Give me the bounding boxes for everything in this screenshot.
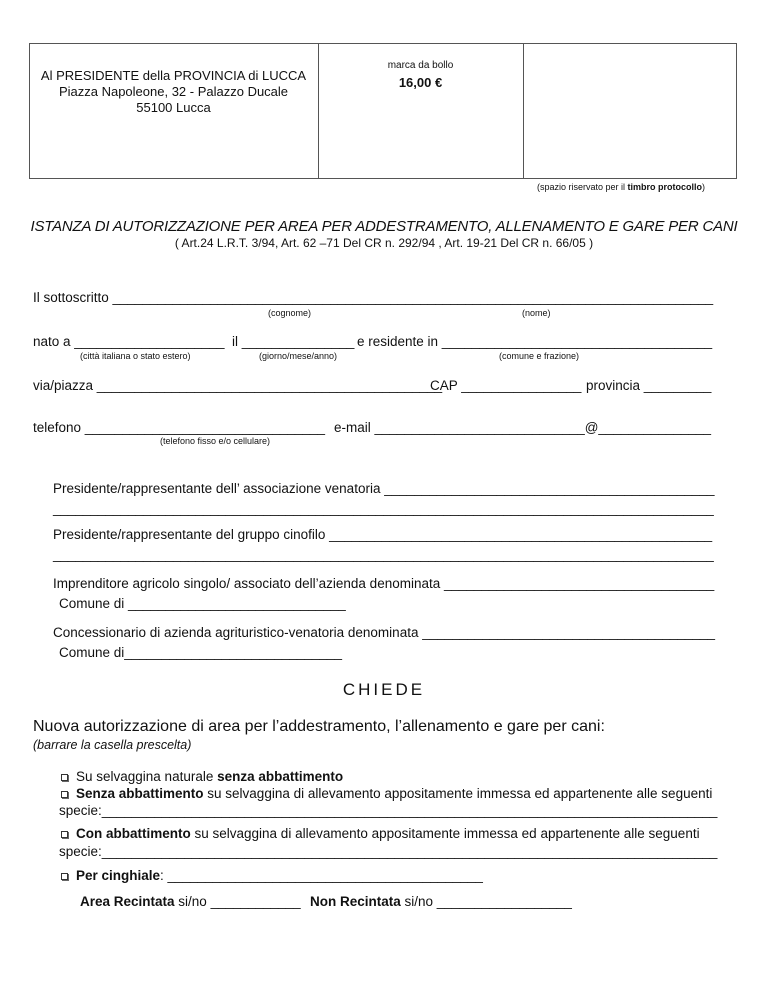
addressee-line1: Al PRESIDENTE della PROVINCIA di LUCCA <box>40 68 307 83</box>
residente-field[interactable]: e residente in ____________________________________ <box>357 334 713 349</box>
addressee <box>29 68 318 116</box>
option-con-text: su selvaggina di allevamento appositamente immessa ed appartenente alle seguenti <box>190 826 700 841</box>
checkbox-icon[interactable] <box>61 873 68 880</box>
gruppo-line[interactable]: ________________________________________________________________________________________ <box>53 547 714 562</box>
option-cinghiale[interactable] <box>61 868 483 883</box>
protocol-note-bold: timbro protocollo <box>627 182 703 192</box>
concessionario-field[interactable]: Concessionario di azienda agrituristico-venatoria denominata _______________________________________ <box>53 625 716 640</box>
request-note: (barrare la casella prescelta) <box>33 738 192 752</box>
telefono-note: (telefono fisso e/o cellulare) <box>160 436 271 446</box>
comune-2-field[interactable]: Comune di_____________________________ <box>59 645 343 660</box>
option-con-abbattimento[interactable] <box>61 826 700 841</box>
cognome-note: (cognome) <box>268 308 312 318</box>
comune-1-field[interactable]: Comune di _____________________________ <box>59 596 346 611</box>
checkbox-icon[interactable] <box>61 831 68 838</box>
option-naturale-text: Su selvaggina naturale <box>76 769 218 784</box>
option-cinghiale-bold: Per cinghiale <box>76 868 161 883</box>
chiede-heading: CHIEDE <box>342 680 426 699</box>
area-recintata-text: si/no ____________ <box>174 894 301 909</box>
cap-field[interactable]: CAP ________________ <box>430 378 582 393</box>
checkbox-icon[interactable] <box>61 774 68 781</box>
protocol-note-pre: (spazio riservato per il <box>537 182 628 192</box>
citta-note: (città italiana o stato estero) <box>80 351 191 361</box>
nome-note: (nome) <box>522 308 551 318</box>
non-recintata-text: si/no __________________ <box>400 894 572 909</box>
bollo-label: marca da bollo <box>387 60 454 71</box>
protocol-note-post: ) <box>702 182 706 192</box>
option-con-bold: Con abbattimento <box>76 826 191 841</box>
option-naturale[interactable] <box>61 769 343 784</box>
specie-line-2[interactable]: specie:__________________________________________________________________________________ <box>59 844 718 859</box>
non-recintata-field[interactable] <box>310 894 572 909</box>
comune-note: (comune e frazione) <box>499 351 580 361</box>
associazione-line[interactable]: ________________________________________________________________________________________ <box>53 501 714 516</box>
request-heading: Nuova autorizzazione di area per l’addestramento, l’allenamento e gare per cani: <box>33 718 605 735</box>
nato-a-field[interactable]: nato a ____________________ <box>33 334 225 349</box>
addressee-line2: Piazza Napoleone, 32 - Palazzo Ducale <box>58 84 289 99</box>
associazione-field[interactable]: Presidente/rappresentante dell’ associazione venatoria ____________________________________________ <box>53 481 715 496</box>
document-title: ISTANZA DI AUTORIZZAZIONE PER AREA PER ADDESTRAMENTO, ALLENAMENTO E GARE PER CANI <box>30 218 738 235</box>
data-note: (giorno/mese/anno) <box>259 351 338 361</box>
email-field[interactable]: e-mail ____________________________@_______________ <box>334 420 712 435</box>
data-nascita-field[interactable]: il _______________ <box>232 334 355 349</box>
non-recintata-bold: Non Recintata <box>310 894 401 909</box>
area-recintata-bold: Area Recintata <box>80 894 175 909</box>
addressee-line3: 55100 Lucca <box>136 100 211 115</box>
option-cinghiale-text: : __________________________________________ <box>160 868 483 883</box>
area-recintata-field[interactable] <box>80 894 301 909</box>
imprenditore-field[interactable]: Imprenditore agricolo singolo/ associato dell’azienda denominata ____________________________________ <box>53 576 715 591</box>
option-naturale-bold: senza abbattimento <box>217 769 344 784</box>
provincia-field[interactable]: provincia _________ <box>586 378 712 393</box>
sottoscritto-field[interactable]: Il sottoscritto ________________________________________________________________________________ <box>33 290 714 305</box>
telefono-field[interactable]: telefono ________________________________ <box>33 420 326 435</box>
bollo-value: 16,00 € <box>398 75 443 90</box>
via-field[interactable]: via/piazza ______________________________________________ <box>33 378 443 393</box>
option-senza-bold: Senza abbattimento <box>76 786 204 801</box>
document-subtitle: ( Art.24 L.R.T. 3/94, Art. 62 –71 Del CR n. 292/94 , Art. 19-21 Del CR n. 66/05 ) <box>174 236 594 250</box>
protocol-note <box>537 182 705 192</box>
gruppo-field[interactable]: Presidente/rappresentante del gruppo cinofilo ___________________________________________________ <box>53 527 713 542</box>
option-senza-abbattimento[interactable] <box>61 786 712 801</box>
checkbox-icon[interactable] <box>61 791 68 798</box>
header-divider-2 <box>523 44 524 178</box>
option-senza-text: su selvaggina di allevamento appositamente immessa ed appartenente alle seguenti <box>203 786 713 801</box>
specie-line-1[interactable]: specie:__________________________________________________________________________________ <box>59 803 718 818</box>
